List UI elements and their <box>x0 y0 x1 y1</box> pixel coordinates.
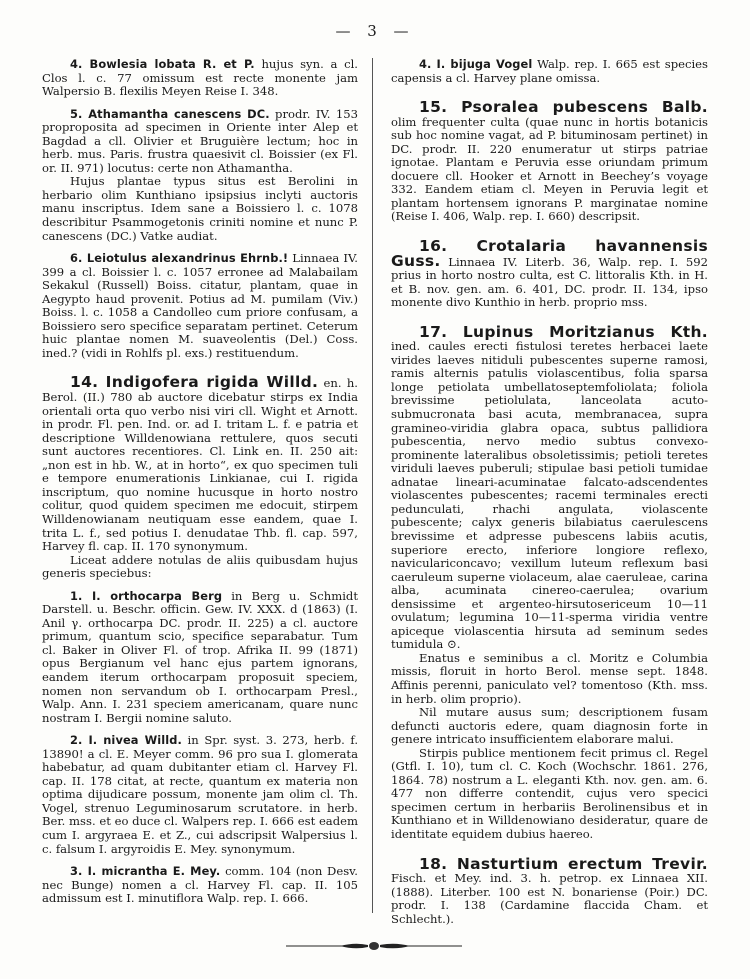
entry-text: olim frequenter culta (quae nunc in hortis botanicis sub hoc nomine vagat, ad P. bituminosam pertinet) in DC. prodr. II. 220 enumeratur ut stirps patriae ignotae. Plantam e Peruvia esse oriundam primum docuere cll. Hooker et Arnott in Beechey’s voyage 332. Eandem etiam cl. Meyen in Peruvia legit et plantam hortensem ignorans P. marginatae nomine (Reise I. 406, Walp. rep. I. 660) descripsit. <box>391 114 708 224</box>
entry-paragraph: Stirpis publice mentionem fecit primus cl. Regel (Gtfl. I. 10), tum cl. C. Koch (Wochschr. 1861. 276, 1864. 78) nostrum a L. eleganti Kth. nov. gen. am. 6. 477 non differre contendit, cujus vero specici specimen certum in herbariis Berolinensibus et in Kunthiano et in Willdenowiano desideratur, quare de identitate equidem dubius haereo. <box>391 745 708 841</box>
entry-micrantha <box>42 865 358 906</box>
entry-nivea <box>42 734 358 856</box>
entry-text: prodr. IV. 153 proproposita ad specimen in Oriente inter Alep et Bagdad a cll. Olivier et Bruguière lectum; hoc in herb. mus. Paris. frustra quaesivit cl. Boissier (ex Fl. or. II. 971) locutus: certe non Athamantha. <box>42 106 358 175</box>
entry-paragraph: Hujus plantae typus situs est Berolini in herbario olim Kunthiano ipsipsius inclyti auctoris manu inscriptus. Idem sane a Boissiero l. c. 1078 describitur Psammogetonis criniti nomine et nunc P. canescens (DC.) Vatke audiat. <box>42 174 358 243</box>
entry-heading: 2. I. nivea Willd. <box>70 733 182 748</box>
entry-bowlesia <box>42 58 358 99</box>
column-divider <box>372 58 373 913</box>
entry-athamantha <box>42 108 358 243</box>
entry-heading: 4. Bowlesia lobata R. et P. <box>70 57 255 71</box>
entry-heading: 15. Psoralea pubescens Balb. <box>419 98 708 117</box>
entry-heading: 5. Athamantha canescens DC. <box>70 106 270 121</box>
entry-text: hujus syn. a cl. Clos l. c. 77 omissum est recte monente jam Walpersio B. flexilis Meyen Reise I. 348. <box>42 57 358 99</box>
entry-heading: 18. Nasturtium erectum Trevir. <box>419 854 708 873</box>
entry-bijuga <box>391 58 708 85</box>
entry-text: in Spr. syst. 3. 273, herb. f. 13890! a cl. E. Meyer comm. 96 pro sua I. glomerata habebatur, ad quam dubitanter etiam cl. Harvey Fl. cap. II. 178 citat, at recte, quantum ex materia non optima dijudicare possum, monente jam olim cl. Th. Vogel, strenuo Leguminosarum scrutatore. in herb. Ber. mss. et eo duce cl. Walpers rep. I. 666 est eadem cum I. argyraea E. et Z., cui adscripsit Walpersius l. c. falsum I. argyroidis E. Mey. synonymum. <box>42 733 358 856</box>
entry-paragraph: Nil mutare ausus sum; descriptionem fusam defuncti auctoris edere, quam diagnosin forte in genere intricato insufficientem elaborare malui. <box>391 705 708 747</box>
entry-text: Linnaea IV. 399 a cl. Boissier l. c. 1057 erronee ad Malabailam Sekakul (Russell) Boiss. citatur, plantam, quae in Aegypto haud provenit. Potius ad M. pumilam (Viv.) Boiss. l. c. 1058 a Candolleo cum priore confusam, a Boissiero sero specifice separatam pertinet. Ceterum huic plantae nomen M. suaveolentis (Del.) Coss. ined.? (vidi in Rohlfs pl. exs.) restituendum. <box>42 251 358 360</box>
page-number: — 3 — <box>335 22 415 40</box>
entry-leiotulus <box>42 252 358 360</box>
entry-text: ined. caules erecti fistulosi teretes herbacei laete virides laeves nitiduli pubescentes superne ramosi, ramis alternis patulis violascentibus, folia sparsa longe petiolata umbellatoseptemfoliolata; foliola brevissime petiolulata, lanceolata acuto-submucronata basi acuta, membranacea, supra gramineo-viridia glabra opaca, subtus pallidiora pubescentia, nervo medio subtus convexo-prominente lateralibus obsoletissimis; petioli teretes viriduli laeves puberuli; stipulae basi petioli tumidae adnatae lineari-acuminatae falcato-adscendentes violascentes pubescentes; racemi terminales erecti pedunculati, rhachi angulata, violascente pubescente; calyx generis bilabiatus caerulescens brevissime et adpresse pubescens labiis acutis, superiore erecto, inferiore longiore reflexo, naviculariconcavo; vexillum luteum reflexum basi caeruleum superne violaceum, alae caeruleae, carina alba, acuminata cinereo-caerulea; ovarium densissime et argenteo-hirsutosericeum 10—11 ovulatum; legumina 10—11-sperma viridia ventre apiceque violascentia hirsuta ad seminum sedes tumidula ⊙. <box>391 339 708 652</box>
entry-text: Linnaea IV. Literb. 36, Walp. rep. I. 592 prius in horto nostro culta, est C. littoralis Kth. in H. et B. nov. gen. am. 6. 401, DC. prodr. II. 134, ipso monente divo Kunthio in herb. proprio mss. <box>391 254 708 310</box>
entry-lupinus <box>391 322 708 842</box>
entry-heading: 1. I. orthocarpa Berg <box>70 588 223 603</box>
entry-heading: 14. Indigofera rigida Willd. <box>70 373 319 392</box>
entry-text: Walp. rep. I. 665 est species capensis a cl. Harvey plane omissa. <box>391 57 708 85</box>
right-column <box>391 58 708 935</box>
entry-psoralea <box>391 98 708 224</box>
entry-heading: 3. I. micrantha E. Mey. <box>70 864 221 879</box>
entry-crotalaria <box>391 237 708 310</box>
entry-nasturtium <box>391 854 708 927</box>
end-of-section-ornament-icon <box>0 936 750 956</box>
entry-text: in Berg u. Schmidt Darstell. u. Beschr. officin. Gew. IV. XXX. d (1863) (I. Anil γ. orthocarpa DC. prodr. II. 225) a cl. auctore primum, quantum scio, specifice separabatur. Tum cl. Baker in Oliver Fl. of trop. Afrika II. 99 (1871) opus Bergianum vel hanc ejus partem ignorans, eandem iterum orthocarpam proposuit speciem, nomen non servandum ob I. orthocarpam Presl., Walp. Ann. I. 231 speciem americanam, quare nunc nostram I. Bergii nomine saluto. <box>42 588 358 725</box>
entry-text: en. h. Berol. (II.) 780 ab auctore dicebatur stirps ex India orientali orta quo verbo nisi viri cll. Wight et Arnott. in prodr. Fl. pen. Ind. or. ad I. tritam L. f. e patria et descriptione Willdenowiana rettulere, quos secuti sunt auctores recentiores. Cl. Link en. II. 250 ait: „non est in hb. W., at in horto“, ex quo specimen tuli e tempore enumerationis Linkianae, cui I. rigida inscriptum, quo nomine hucusque in horto nostro colitur, quod quidem specimen me edocuit, stirpem Willdenowianam neutiquam esse eandem, quae I. trita L. f., sed potius I. denudatae Thb. fl. cap. 597, Harvey fl. cap. II. 170 synonymum. <box>42 376 358 554</box>
entry-heading: 17. Lupinus Moritzianus Kth. <box>419 322 708 341</box>
entry-text: Fisch. et Mey. ind. 3. h. petrop. ex Linnaea XII. (1888). Literber. 100 est N. bonariense (Poir.) DC. prodr. I. 138 (Cardamine flaccida Cham. et Schlecht.). <box>391 871 708 926</box>
entry-heading: 6. Leiotulus alexandrinus Ehrnb.! <box>70 251 289 266</box>
entry-heading: 4. I. bijuga Vogel <box>419 57 533 71</box>
entry-paragraph: Enatus e seminibus a cl. Moritz e Columbia missis, floruit in horto Berol. mense sept. 1848. Affinis perenni, paniculato vel? tomentoso (Kth. mss. in herb. olim proprio). <box>391 650 708 706</box>
entry-paragraph: Liceat addere notulas de aliis quibusdam hujus generis speciebus: <box>42 552 358 581</box>
entry-indigofera <box>42 373 358 581</box>
left-column <box>42 58 358 915</box>
entry-orthocarpa <box>42 590 358 725</box>
entry-text: comm. 104 (non Desv. nec Bunge) nomen a cl. Harvey Fl. cap. II. 105 admissum est I. minutiflora Walp. rep. I. 666. <box>42 864 358 906</box>
entry-heading: 16. Crotalaria havannensis Guss. <box>391 237 708 270</box>
